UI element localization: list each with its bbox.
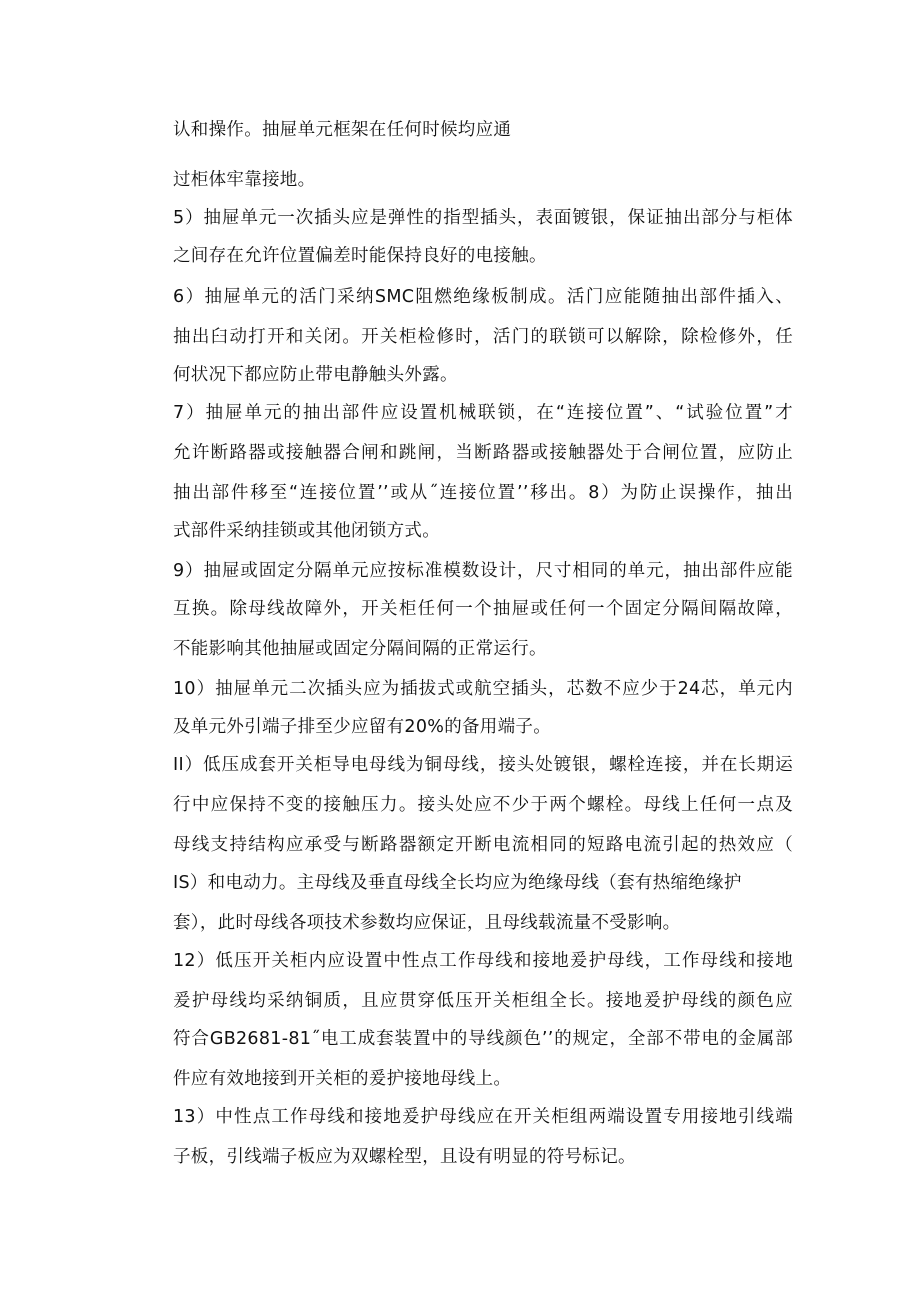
text-line: 行中应保持不变的接触压力。接头处应不少于两个螺栓。母线上任何一点及 xyxy=(173,795,793,815)
text-line: 何状况下都应防止带电静触头外露。 xyxy=(173,365,458,385)
text-line: 式部件采纳挂锁或其他闭锁方式。 xyxy=(173,521,440,541)
text-line: 件应有效地接到开关柜的爰护接地母线上。 xyxy=(173,1069,512,1089)
text-line: 之间存在允许位置偏差时能保持良好的电接触。 xyxy=(173,246,547,266)
text-line: 过柜体牢靠接地。 xyxy=(173,170,316,190)
text-line: 套），此时母线各项技术参数均应保证，且母线载流量不受影响。 xyxy=(173,913,681,933)
text-line: 抽出臼动打开和关闭。开关柜检修时，活门的联锁可以解除，除检修外，任 xyxy=(173,327,793,347)
text-line: 允许断路器或接触器合闸和跳闸，当断路器或接触器处于合闸位置，应防止 xyxy=(173,443,793,463)
text-line: 12）低压开关柜内应设置中性点工作母线和接地爰护母线，工作母线和接地 xyxy=(173,951,793,971)
text-line: 爰护母线均采纳铜质，且应贯穿低压开关柜组全长。接地爰护母线的颜色应 xyxy=(173,991,793,1011)
text-line: 认和操作。抽屉单元框架在任何时候均应通 xyxy=(173,120,512,140)
text-line: 及单元外引端子排至少应留有20%的备用端子。 xyxy=(173,717,551,737)
text-line: 不能影响其他抽屉或固定分隔间隔的正常运行。 xyxy=(173,639,547,659)
text-line: 母线支持结构应承受与断路器额定开断电流相同的短路电流引起的热效应（ xyxy=(173,835,793,855)
text-line: II）低压成套开关柜导电母线为铜母线，接头处镀银，螺栓连接，并在长期运 xyxy=(173,755,793,775)
text-line: 符合GB2681-81˝电工成套装置中的导线颜色’’的规定，全部不带电的金属部 xyxy=(173,1029,793,1049)
text-line: 5）抽屉单元一次插头应是弹性的指型插头，表面镀银，保证抽出部分与柜体 xyxy=(173,208,793,228)
text-line: 抽出部件移至“连接位置’’或从˝连接位置’’移出。8）为防止误操作，抽出 xyxy=(173,483,793,503)
text-line: 子板，引线端子板应为双螺栓型，且设有明显的符号标记。 xyxy=(173,1147,636,1167)
text-line: 10）抽屉单元二次插头应为插拔式或航空插头，芯数不应少于24芯，单元内 xyxy=(173,679,793,699)
text-line: 6）抽屉单元的活门采纳SMC阻燃绝缘板制成。活门应能随抽出部件插入、 xyxy=(173,287,793,307)
text-line: 7）抽屉单元的抽出部件应设置机械联锁，在“连接位置”、“试验位置”才 xyxy=(173,403,793,423)
text-line: 9）抽屉或固定分隔单元应按标准模数设计，尺寸相同的单元，抽出部件应能 xyxy=(173,561,793,581)
text-line: 互换。除母线故障外，开关柜任何一个抽屉或任何一个固定分隔间隔故障， xyxy=(173,599,793,619)
text-line: 13）中性点工作母线和接地爰护母线应在开关柜组两端设置专用接地引线端 xyxy=(173,1107,793,1127)
text-line: IS）和电动力。主母线及垂直母线全长均应为绝缘母线（套有热缩绝缘护 xyxy=(173,873,742,893)
